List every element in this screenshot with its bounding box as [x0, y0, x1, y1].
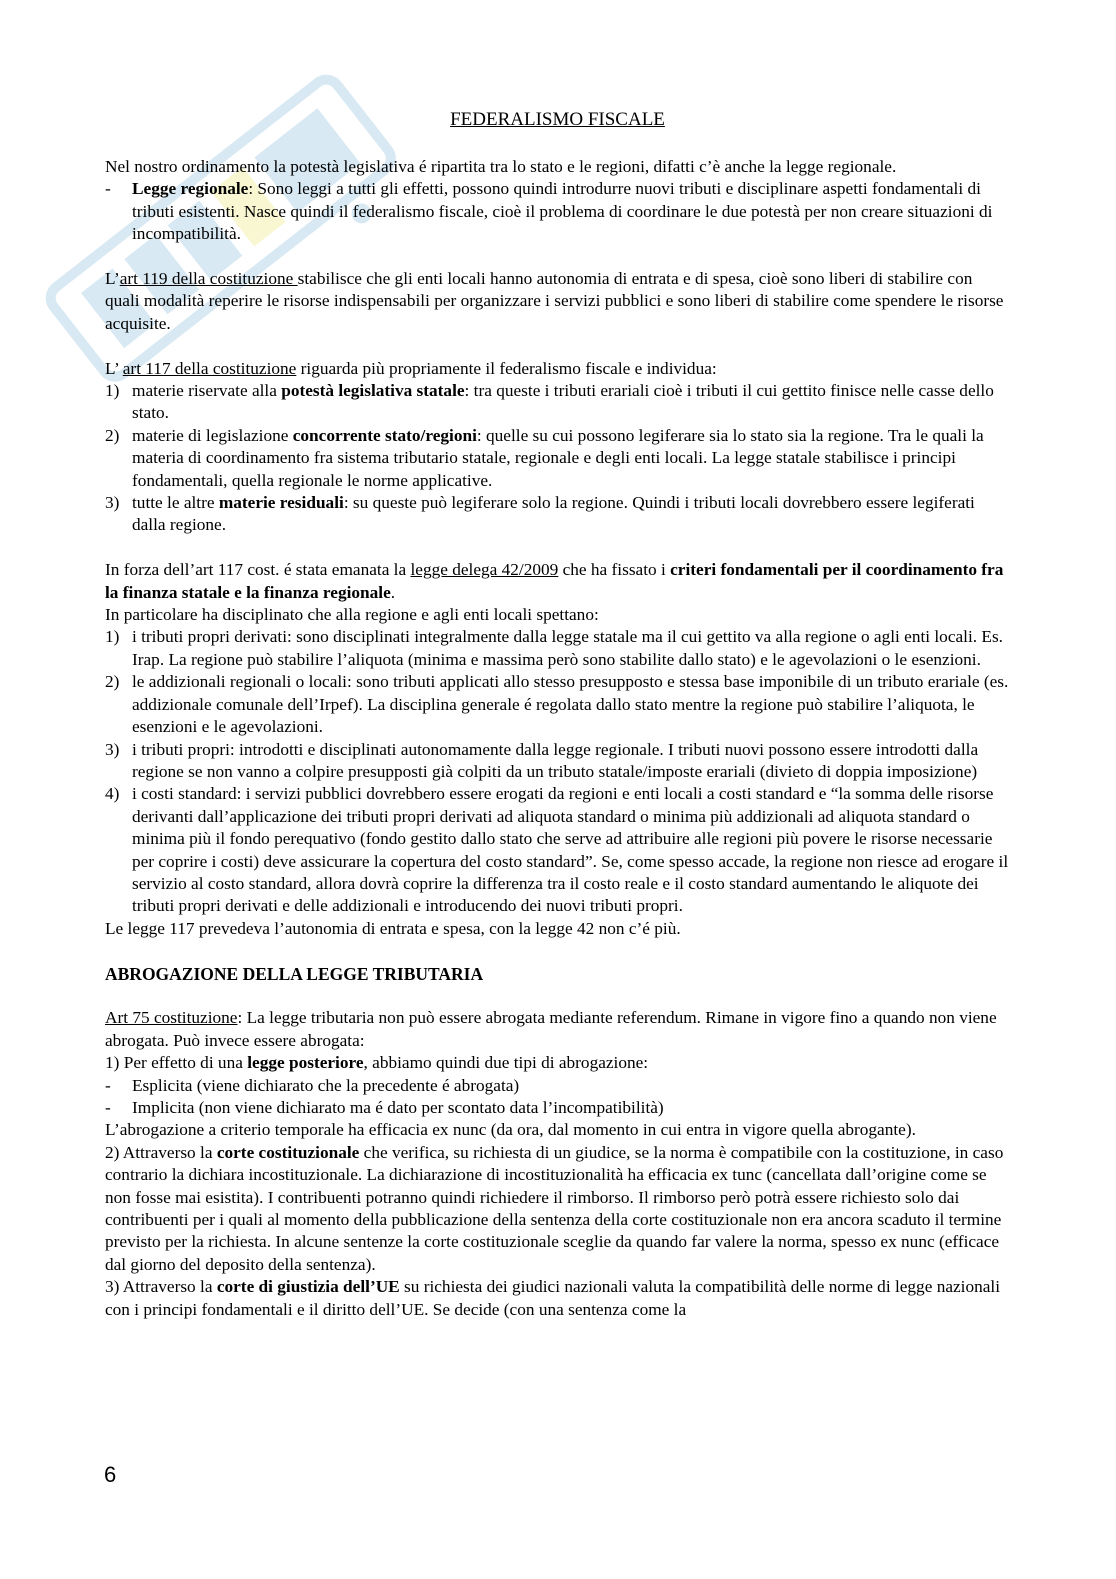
page-number: 6 [104, 1462, 117, 1487]
document-page [105, 108, 1010, 1321]
text: 3) Attraverso la [105, 1277, 217, 1297]
list-item [105, 671, 1010, 738]
text: su richiesta dei giudici nazionali valuta la compatibilità delle norme di legge nazionali con i principi fondamentali e il diritto dell’UE. Se decide (con una sentenza come la [105, 1277, 1001, 1319]
list-text: tutte le altre [132, 493, 219, 513]
intro-paragraph: Nel nostro ordinamento la potestà legislativa é ripartita tra lo stato e le regioni, difatti c’è anche la legge regionale. [105, 157, 897, 176]
list-marker: - [105, 179, 111, 199]
list-marker: - [105, 1097, 111, 1117]
list-marker: - [105, 1075, 111, 1095]
intro-list [105, 178, 1010, 245]
bold-term: potestà legislativa statale [281, 381, 465, 401]
art117-list [105, 380, 1010, 537]
list-text: : quelle su cui possono legiferare sia lo stato sia la regione. Tra le quali la materia di coordinamento fra sistema tributario statale, regionale e degli enti locali. La legge statale stabilisce i principi fondamentali, quella regionale le norme applicative. [132, 425, 984, 490]
legge-delega-reference: legge delega 42/2009 [410, 560, 559, 580]
section-heading: ABROGAZIONE DELLA LEGGE TRIBUTARIA [105, 963, 484, 984]
list-text: i costi standard: i servizi pubblici dovrebbero essere erogati da regioni e enti locali a costi standard e “la somma delle risorse derivanti dall’applicazione dei tributi propri derivati ad aliquota standard o minima più addizionali ad aliquota standard o minima più il fondo perequativo (fondo gestito dallo stato che serve ad attribuire alle regioni più povere le risorse necessarie per coprire i costi) deve assicurare la copertura del costo standard”. Se, come spesso accade, la regione non riesce ad erogare il servizio al costo standard, allora dovrà coprire la differenza tra il costo reale e il costo standard aumentando le aliquote dei tributi propri derivati e delle addizionali e introducendo dei nuovi tributi propri. [132, 784, 1009, 916]
list-text: Implicita (non viene dichiarato ma é dato per scontato data l’incompatibilità) [132, 1097, 664, 1117]
list-text: : Sono leggi a tutti gli effetti, possono quindi introdurre nuovi tributi e disciplinare aspetti fondamentali di tributi esistenti. Nasce quindi il federalismo fiscale, cioè il problema di coordinare le due potestà per non creare situazioni di incompatibilità. [132, 179, 993, 244]
list-marker: 2) [105, 672, 120, 692]
point2-paragraph [105, 1142, 1010, 1276]
art75-text: : La legge tributaria non può essere abrogata mediante referendum. Rimane in vigore fino a quando non viene abrogata. Può invece essere abrogata: [105, 1008, 997, 1050]
list-text: materie riservate alla [132, 381, 282, 401]
point1-paragraph [105, 1052, 1010, 1074]
text: 2) Attraverso la [105, 1142, 217, 1162]
art117-paragraph [105, 358, 1010, 380]
list-text: le addizionali regionali o locali: sono tributi applicati allo stesso presupposto e stessa base imponibile di un tributo erariale (es. addizionale comunale dell’Irpef). La disciplina generale é regolata dallo stato mentre la regione può stabilire l’aliquota, le esenzioni e le agevolazioni. [132, 672, 1009, 737]
list-item [105, 739, 1010, 784]
list-item [105, 1097, 1010, 1119]
bold-term: corte di giustizia dell’UE [216, 1277, 400, 1297]
list-item [105, 425, 1010, 492]
text: che ha fissato i [558, 560, 671, 580]
list-marker: 4) [105, 784, 120, 804]
bold-term: corte costituzionale [216, 1142, 360, 1162]
text-prefix: L’ [105, 269, 120, 289]
art119-paragraph [105, 268, 1010, 335]
bold-term: legge posteriore [247, 1053, 364, 1073]
bold-term: Legge regionale [132, 179, 249, 199]
list-item [105, 178, 1010, 245]
text: . [390, 582, 396, 602]
list-item [105, 1075, 1010, 1097]
art75-paragraph [105, 1007, 1010, 1052]
list-text: i tributi propri derivati: sono disciplinati integralmente dalla legge statale ma il cui gettito va alla regione o agli enti locali. Es. Irap. La regione può stabilire l’aliquota (minima e massima però sono stabilite dallo stato) e le agevolazioni o le esenzioni. [132, 627, 1004, 669]
text: che verifica, su richiesta di un giudice, se la norma è compatibile con la costituzione, in caso contrario la dichiara incostituzionale. La dichiarazione di incostituzionalità ha efficacia ex tunc (cancellata dall’origine come se non fosse mai esistita). I contribuenti potranno quindi richiedere il rimborso. Il rimborso però potrà essere richiesto solo dai contribuenti per i quali al momento della pubblicazione della sentenza della corte costituzionale non era ancora scaduto il termine previsto per la richiesta. In alcune sentenze la corte costituzionale sceglie da quando far valere la norma, spesso ex nunc (efficace dal giorno del deposito della sentenza). [105, 1142, 1004, 1274]
list-marker: 1) [105, 627, 120, 647]
text: 1) Per effetto di una [105, 1053, 248, 1073]
art117-reference: art 117 della costituzione [122, 358, 297, 378]
list-item [105, 492, 1010, 537]
art119-text: stabilisce che gli enti locali hanno autonomia di entrata e di spesa, cioè sono liberi di stabilire con quali modalità reperire le risorse indispensabili per organizzare i servizi pubblici e sono liberi di stabilire come spendere le risorse acquisite. [105, 269, 1004, 333]
text: , abbiamo quindi due tipi di abrogazione: [363, 1053, 649, 1073]
list-item [105, 783, 1010, 917]
abrogation-types-list [105, 1075, 1010, 1120]
list-text: Esplicita (viene dichiarato che la precedente é abrogata) [132, 1075, 520, 1095]
text: In forza dell’art 117 cost. é stata emanata la [105, 560, 411, 580]
list-text: : tra queste i tributi erariali cioè i tributi il cui gettito finisce nelle casse dello stato. [132, 381, 994, 423]
bold-term: concorrente stato/regioni [292, 425, 477, 445]
text-prefix: L’ [105, 358, 123, 378]
list-marker: 3) [105, 739, 120, 759]
art119-reference: art 119 della costituzione [119, 269, 298, 289]
point3-paragraph [105, 1276, 1010, 1321]
list-marker: 1) [105, 381, 120, 401]
closing-117-paragraph: Le legge 117 prevedeva l’autonomia di entrata e spesa, con la legge 42 non c’é più. [105, 918, 681, 938]
list-item [105, 626, 1010, 671]
bold-term: materie residuali [218, 493, 344, 513]
art117-text: riguarda più propriamente il federalismo fiscale e individua: [296, 358, 717, 378]
art75-reference: Art 75 costituzione [105, 1008, 238, 1028]
temporale-paragraph: L’abrogazione a criterio temporale ha efficacia ex nunc (da ora, dal momento in cui entra in vigore quella abrogante). [105, 1120, 916, 1140]
list-marker: 2) [105, 425, 120, 445]
list-item [105, 380, 1010, 425]
list-marker: 3) [105, 493, 120, 513]
page-title: FEDERALISMO FISCALE [450, 109, 665, 130]
particolare-paragraph: In particolare ha disciplinato che alla regione e agli enti locali spettano: [105, 605, 599, 625]
list-text: : su queste può legiferare solo la regione. Quindi i tributi locali dovrebbero essere legiferati dalla regione. [132, 493, 975, 535]
list-text: i tributi propri: introdotti e disciplinati autonomamente dalla legge regionale. I tributi nuovi possono essere introdotti dalla regione se non vanno a colpire presupposti già colpiti da un tributo statale/imposte erariali (divieto di doppia imposizione) [132, 739, 979, 781]
bold-term: criteri fondamentali per il coordinamento fra la finanza statale e la finanza regionale [105, 560, 1004, 602]
legge42-list [105, 626, 1010, 917]
list-text: materie di legislazione [132, 425, 293, 445]
delega-paragraph [105, 559, 1010, 604]
